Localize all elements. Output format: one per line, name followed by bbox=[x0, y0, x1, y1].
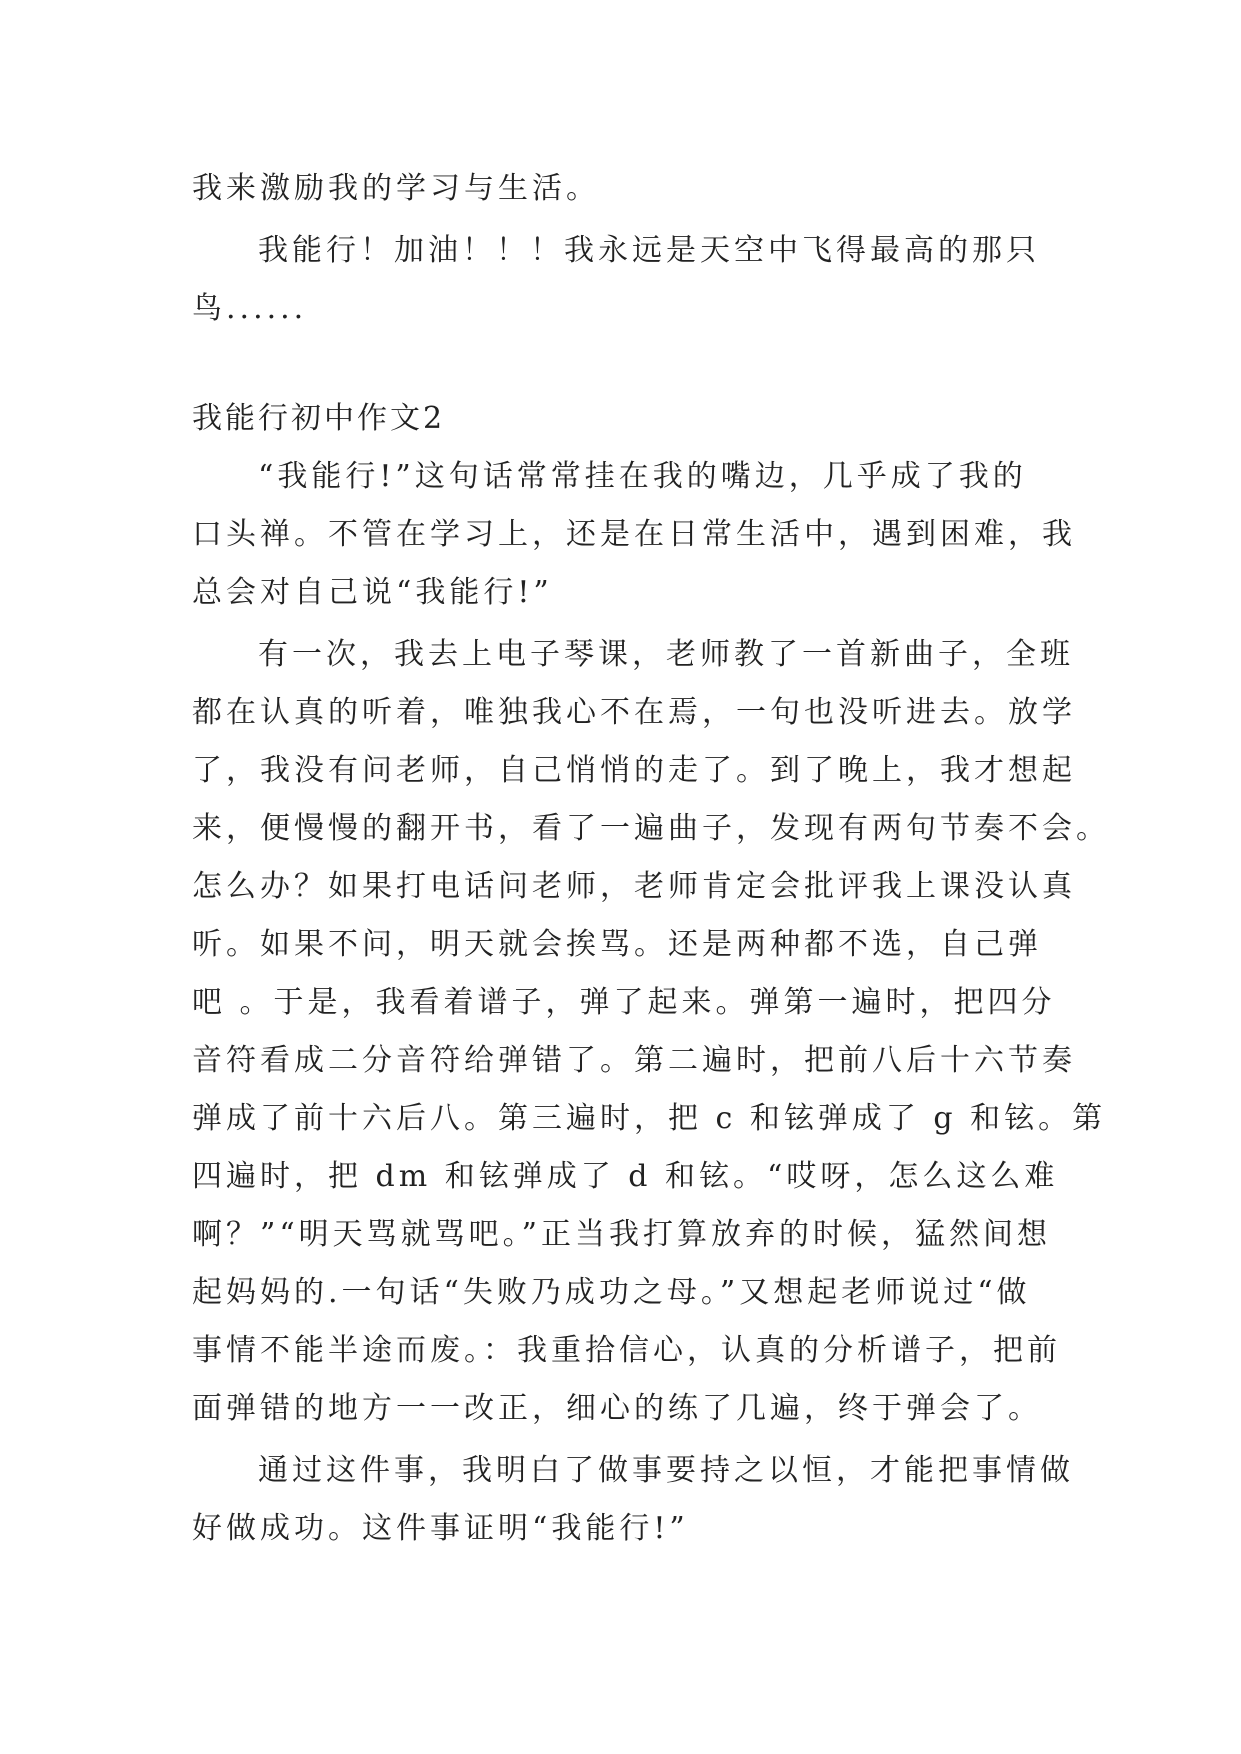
text-line: 弹成了前十六后八。第三遍时，把 c 和铉弹成了 g 和铉。第 bbox=[192, 1101, 1107, 1136]
text-line: 啊？”“明天骂就骂吧。”正当我打算放弃的时候，猛然间想 bbox=[192, 1217, 1052, 1252]
text-line: 鸟...... bbox=[192, 291, 308, 326]
text-line: 面弹错的地方一一改正，细心的练了几遍，终于弹会了。 bbox=[192, 1391, 1042, 1426]
text-line: 好做成功。这件事证明“我能行!” bbox=[192, 1511, 689, 1546]
text-line: 听。如果不问，明天就会挨骂。还是两种都不选，自己弹 bbox=[192, 927, 1042, 962]
text-line: 事情不能半途而废。：我重拾信心，认真的分析谱子，把前 bbox=[192, 1333, 1061, 1368]
text-line: 怎么办？如果打电话问老师，老师肯定会批评我上课没认真 bbox=[192, 869, 1076, 904]
text-line: 都在认真的听着，唯独我心不在焉，一句也没听进去。放学 bbox=[192, 695, 1076, 730]
text-line: 起妈妈的.一句话“失败乃成功之母。”又想起老师说过“做 bbox=[192, 1275, 1031, 1310]
text-line: 口头禅。不管在学习上，还是在日常生活中，遇到困难，我 bbox=[192, 517, 1076, 552]
text-line: 总会对自己说“我能行!” bbox=[192, 575, 553, 610]
text-line: 来，便慢慢的翻开书，看了一遍曲子，发现有两句节奏不会。 bbox=[192, 811, 1110, 846]
text-line: 通过这件事，我明白了做事要持之以恒，才能把事情做 bbox=[258, 1453, 1074, 1488]
text-line: 有一次，我去上电子琴课，老师教了一首新曲子，全班 bbox=[258, 637, 1074, 672]
section-title: 我能行初中作文2 bbox=[192, 401, 446, 436]
text-line: 我能行！加油！！！我永远是天空中飞得最高的那只 bbox=[258, 233, 1040, 268]
text-line: 音符看成二分音符给弹错了。第二遍时，把前八后十六节奏 bbox=[192, 1043, 1076, 1078]
text-line: 吧 。于是，我看着谱子，弹了起来。弹第一遍时，把四分 bbox=[192, 985, 1056, 1020]
text-line: 我来激励我的学习与生活。 bbox=[192, 171, 600, 206]
text-line: “我能行!”这句话常常挂在我的嘴边，几乎成了我的 bbox=[258, 459, 1027, 494]
text-line: 了，我没有问老师，自己悄悄的走了。到了晚上，我才想起 bbox=[192, 753, 1076, 788]
text-line: 四遍时，把 dm 和铉弹成了 d 和铉。“哎呀，怎么这么难 bbox=[192, 1159, 1059, 1194]
document-page bbox=[192, 160, 1110, 1558]
